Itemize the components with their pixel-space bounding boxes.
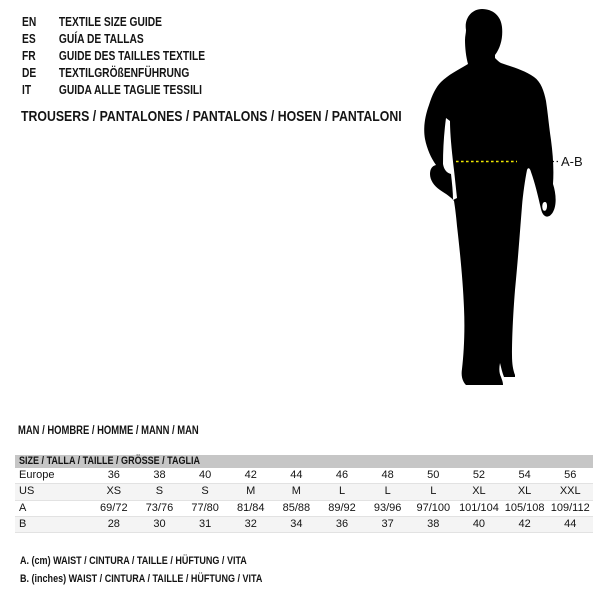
size-cell: M (246, 485, 256, 498)
size-cell: 89/92 (328, 501, 356, 514)
size-cell: 101/104 (459, 501, 499, 514)
size-cell: 36 (107, 469, 120, 481)
size-cell: XXL (559, 485, 581, 498)
size-cell: L (430, 485, 437, 498)
size-cell: XS (106, 485, 122, 498)
size-table-header (15, 455, 593, 468)
language-code: FR (22, 49, 36, 63)
hand-notch (542, 202, 547, 211)
language-guide-title: GUIDE DES TAILLES TEXTILE (58, 49, 206, 63)
table-row (15, 501, 593, 517)
table-row (15, 517, 593, 533)
size-cell: 77/80 (191, 501, 219, 514)
size-cell: 73/76 (145, 501, 174, 514)
size-cell: 30 (153, 517, 166, 530)
language-row (22, 48, 205, 65)
size-cell: S (201, 485, 209, 498)
measure-label: A-B (561, 154, 583, 169)
size-cell: 97/100 (416, 501, 451, 514)
size-table-header-label: SIZE / TALLA / TAILLE / GRÖSSE / TAGLIA (19, 455, 201, 467)
size-cell: 36 (335, 517, 349, 530)
table-row (15, 468, 593, 484)
language-code: DE (22, 66, 37, 80)
size-cell: 46 (335, 469, 349, 481)
size-cell: L (384, 485, 391, 498)
language-list (22, 14, 205, 99)
size-cell: 44 (290, 469, 303, 481)
language-code: ES (22, 32, 36, 46)
size-cell: 54 (518, 469, 531, 481)
figure-area (400, 0, 600, 400)
size-cell: M (291, 485, 301, 498)
man-silhouette (400, 0, 600, 400)
table-row (15, 484, 593, 500)
language-guide-title: TEXTILGRÖßENFÜHRUNG (58, 66, 190, 80)
size-cell: 48 (381, 469, 394, 481)
category-title: TROUSERS / PANTALONES / PANTALONS / HOSEN / PANTALONI (21, 108, 402, 125)
size-cell: 32 (244, 517, 257, 530)
size-cell: 34 (290, 517, 303, 530)
size-cell: 69/72 (100, 501, 128, 514)
size-cell: L (338, 485, 346, 498)
footnotes (20, 553, 316, 588)
row-label: Europe (19, 469, 55, 481)
size-cell: 93/96 (373, 501, 402, 514)
size-cell: 31 (198, 517, 212, 530)
size-cell: 52 (472, 469, 486, 481)
language-code: EN (22, 15, 37, 29)
row-label: A (19, 501, 27, 514)
size-cell: 38 (153, 469, 166, 481)
size-cell: 109/112 (550, 501, 590, 514)
size-cell: 50 (427, 469, 440, 481)
size-cell: 56 (564, 469, 577, 481)
language-code: IT (22, 83, 32, 97)
size-cell: 85/88 (282, 501, 311, 514)
size-cell: 44 (564, 517, 577, 530)
language-guide-title: GUIDA ALLE TAGLIE TESSILI (58, 83, 203, 97)
language-row (22, 65, 205, 82)
language-row (22, 82, 205, 99)
size-cell: 38 (427, 517, 440, 530)
gender-title: MAN / HOMBRE / HOMME / MANN / MAN (18, 425, 199, 437)
size-cell: 42 (244, 469, 257, 481)
size-cell: 40 (198, 469, 212, 481)
size-cell: 40 (472, 517, 486, 530)
row-label: B (19, 517, 27, 530)
size-cell: 42 (518, 517, 531, 530)
row-label: US (19, 485, 35, 498)
size-table-rows (15, 468, 593, 533)
size-cell: XL (517, 485, 532, 498)
size-cell: 37 (381, 517, 394, 530)
language-row (22, 31, 205, 48)
size-cell: 81/84 (236, 501, 265, 514)
footnote: A. (cm) WAIST / CINTURA / TAILLE / HÜFTUNG / VITA (20, 555, 247, 567)
size-cell: XL (472, 485, 486, 498)
language-row (22, 14, 205, 31)
footnote: B. (inches) WAIST / CINTURA / TAILLE / HÜFTUNG / VITA (20, 572, 263, 585)
language-guide-title: GUÍA DE TALLAS (58, 32, 144, 46)
size-cell: 28 (107, 517, 120, 530)
size-cell: S (155, 485, 164, 498)
man-body (424, 9, 555, 385)
size-table (15, 455, 593, 533)
language-guide-title: TEXTILE SIZE GUIDE (58, 15, 162, 29)
size-cell: 105/108 (504, 501, 545, 514)
